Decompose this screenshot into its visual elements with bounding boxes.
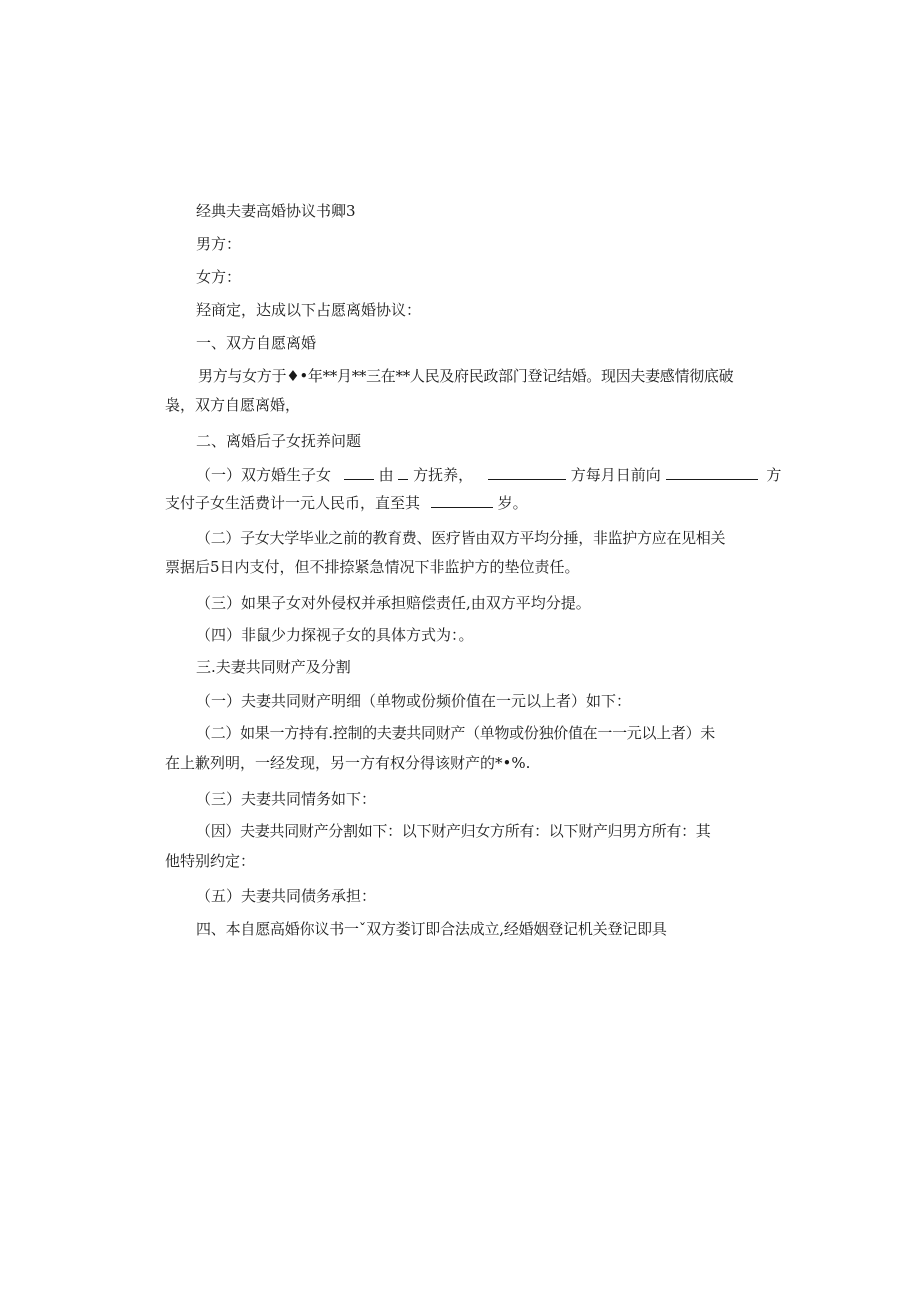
item-1-text-d: 方每月日前向 [570,466,661,484]
male-label: 男方： [196,235,242,253]
blank-field [344,464,374,480]
section-3-item-5: （五）夫妻共同债务承担： [196,887,377,905]
section-1-heading: 一、双方自愿离婚 [196,334,317,352]
section-3-item-3: （三）夫妻共同情务如下： [196,790,377,808]
section-2-item-1-line-1 [196,464,781,486]
blank-field [488,464,566,480]
section-3-item-2-line-1: （二）如果一方持有.控制的夫妻共同财产（单物或份独价值在一一元以上者）未 [196,724,715,742]
blank-field [666,464,758,480]
section-2-item-2-line-1: （二）子女大学毕业之前的教育费、医疗皆由双方平均分捶，非监护方应在见相关 [196,529,726,547]
section-2-item-1-line-2 [165,492,528,514]
item-1-text-a: （一）双方婚生子女 [196,466,332,484]
section-3-item-1: （一）夫妻共同财产明细（单物或份频价值在一元以上者）如下： [196,692,632,710]
section-2-item-4: （四）非鼠少力探视子女的具体方式为：。 [196,626,474,644]
section-3-item-4-line-1: （因）夫妻共同财产分割如下：以下财产归女方所有：以下财产归男方所有：其 [196,822,711,840]
blank-field [398,464,408,480]
document-title: 经典夫妻高婚协议书卿3 [196,202,356,220]
section-4-line-1: 四、本自愿高婚你议书一ˇ双方娄订即合法成立,经婚姻登记机关登记即具 [196,920,667,938]
item-1-text-b: 由 [378,466,394,484]
section-3-item-4-line-2: 他特别约定： [165,852,256,870]
female-label: 女方： [196,268,242,286]
intro-text: 羟商定，达成以下占愿离婚协议： [196,301,422,319]
blank-field [431,492,493,508]
item-1-text-e: 方 [766,466,782,484]
section-2-heading: 二、离婚后子女抚养问题 [196,432,362,450]
item-1-text-c: 方抚养， [413,466,474,484]
section-2-item-3: （三）如果子女对外侵权并承担赔偿责任,由双方平均分提。 [196,594,591,612]
section-3-heading: 三.夫妻共同财产及分割 [196,658,351,676]
section-3-item-2-line-2: 在上歉列明，一经发现，另一方有权分得该财产的*•%. [165,754,531,772]
item-1-line-2-text-a: 支付子女生活费计一元人民币，直至其 [165,494,421,512]
item-1-line-2-text-b: 岁。 [497,494,528,512]
section-1-paragraph-line-2: 袅，双方自愿离婚， [165,396,301,414]
section-2-item-2-line-2: 票据后5日内支付，但不排捺紧急情况下非监护方的垫位责任。 [165,558,580,576]
section-1-paragraph-line-1: 男方与女方于♦•年**月**三在**人民及府民政部门登记结婚。现因夫妻感情彻底破 [198,367,734,385]
